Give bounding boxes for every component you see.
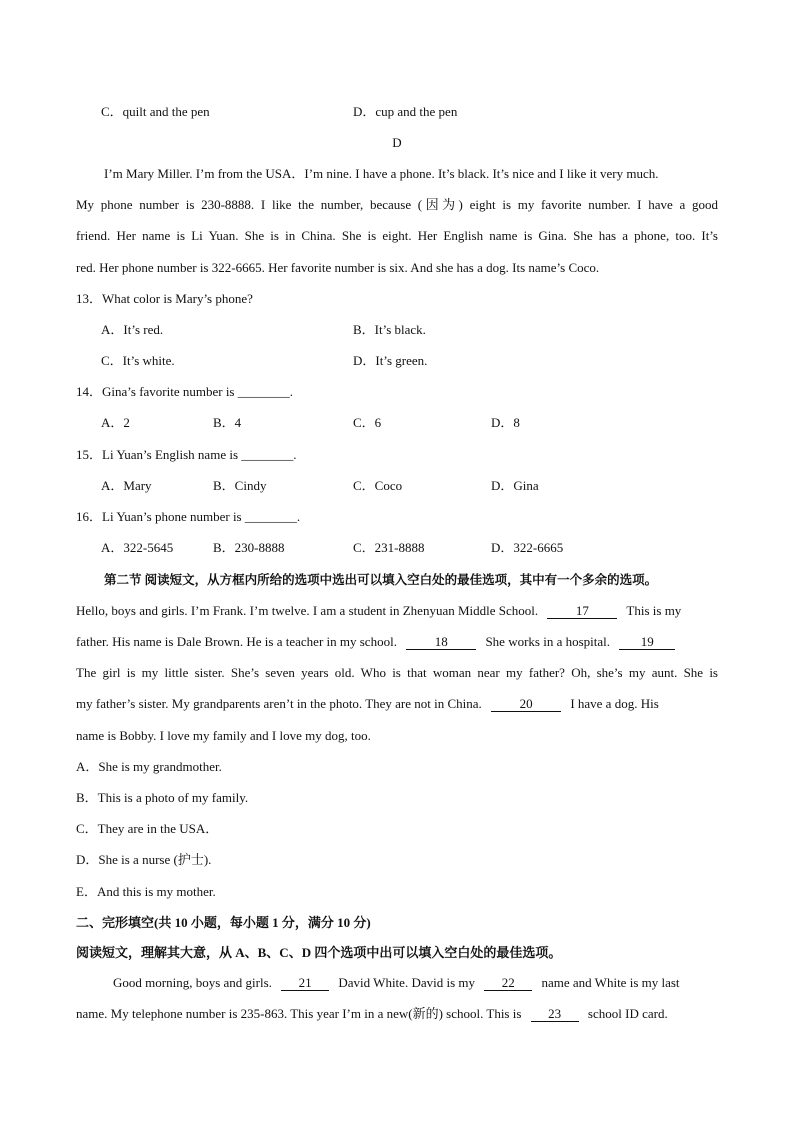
q12-option-d: D．cup and the pen bbox=[353, 104, 458, 119]
part-2-title: 二、完形填空(共 10 小题，每小题 1 分，满分 10 分) bbox=[76, 915, 371, 930]
q14-option-a: A．2 bbox=[101, 415, 130, 430]
s2-choice-d: D．She is a nurse (护士). bbox=[76, 852, 212, 867]
blank-17[interactable]: 17 bbox=[547, 604, 617, 619]
s2-line-4: my father’s sister. My grandparents aren’t in the photo. They are not in China. 20 I have a dog. His bbox=[76, 696, 659, 711]
q16-option-b: B．230-8888 bbox=[213, 540, 285, 555]
passage-d-line-1: I’m Mary Miller. I’m from the USA．I’m nine. I have a phone. It’s black. It’s nice and I like it very much. bbox=[104, 166, 659, 181]
passage-d-line-4: red. Her phone number is 322-6665. Her favorite number is six. And she has a dog. Its name’s Coco. bbox=[76, 260, 600, 275]
s2-line-3: The girl is my little sister. She’s seven years old. Who is that woman near my father? Oh, she’s my aunt. She is bbox=[76, 665, 718, 680]
s2-line-5: name is Bobby. I love my family and I love my dog, too. bbox=[76, 728, 371, 743]
p2-line-1: Good morning, boys and girls. 21 David White. David is my 22 name and White is my last bbox=[113, 975, 680, 990]
section-2-heading: 第二节 阅读短文，从方框内所给的选项中选出可以填入空白处的最佳选项，其中有一个多余的选项。 bbox=[104, 573, 658, 587]
q13-option-b: B．It’s black. bbox=[353, 322, 426, 337]
q15-option-b: B．Cindy bbox=[213, 478, 267, 493]
q13-option-a: A．It’s red. bbox=[101, 322, 164, 337]
s2-line-1: Hello, boys and girls. I’m Frank. I’m twelve. I am a student in Zhenyuan Middle School. 17 This is my bbox=[76, 603, 682, 618]
blank-21[interactable]: 21 bbox=[281, 976, 329, 991]
passage-d-line-3: friend. Her name is Li Yuan. She is in China. She is eight. Her English name is Gina. She has a phone, too. It’s bbox=[76, 228, 718, 243]
s2-line-2: father. His name is Dale Brown. He is a teacher in my school. 18 She works in a hospital. 19 bbox=[76, 634, 675, 650]
s2-choice-b: B．This is a photo of my family. bbox=[76, 790, 249, 805]
s2-choice-e: E．And this is my mother. bbox=[76, 884, 216, 899]
blank-18[interactable]: 18 bbox=[406, 635, 476, 650]
q14-option-b: B．4 bbox=[213, 415, 242, 430]
q16-option-d: D．322-6665 bbox=[491, 540, 564, 555]
s2-choice-a: A．She is my grandmother. bbox=[76, 759, 222, 774]
p2-line-2: name. My telephone number is 235-863. This year I’m in a new(新的) school. This is 23 school ID card. bbox=[76, 1006, 668, 1021]
q16-option-a: A．322-5645 bbox=[101, 540, 174, 555]
q15-option-a: A．Mary bbox=[101, 478, 152, 493]
question-13-stem: 13．What color is Mary’s phone? bbox=[76, 291, 253, 306]
q15-option-c: C．Coco bbox=[353, 478, 403, 493]
q15-option-d: D．Gina bbox=[491, 478, 539, 493]
q14-option-c: C．6 bbox=[353, 415, 382, 430]
q16-option-c: C．231-8888 bbox=[353, 540, 425, 555]
part-2-instruction: 阅读短文，理解其大意，从 A、B、C、D 四个选项中出可以填入空白处的最佳选项。 bbox=[76, 945, 562, 960]
blank-19[interactable]: 19 bbox=[619, 635, 675, 650]
s2-choice-c: C．They are in the USA． bbox=[76, 821, 219, 836]
blank-20[interactable]: 20 bbox=[491, 697, 561, 712]
q13-option-c: C．It’s white. bbox=[101, 353, 175, 368]
blank-22[interactable]: 22 bbox=[484, 976, 532, 991]
q14-option-d: D．8 bbox=[491, 415, 520, 430]
section-letter: D bbox=[392, 135, 402, 150]
passage-d-line-2: My phone number is 230-8888. I like the number, because (因为) eight is my favorite number. I have a good bbox=[76, 197, 718, 212]
blank-23[interactable]: 23 bbox=[531, 1007, 579, 1022]
question-14-stem: 14．Gina’s favorite number is ________. bbox=[76, 384, 293, 399]
q13-option-d: D．It’s green. bbox=[353, 353, 428, 368]
q12-option-c: C．quilt and the pen bbox=[101, 104, 210, 119]
question-16-stem: 16．Li Yuan’s phone number is ________. bbox=[76, 509, 301, 524]
question-15-stem: 15．Li Yuan’s English name is ________. bbox=[76, 447, 297, 462]
